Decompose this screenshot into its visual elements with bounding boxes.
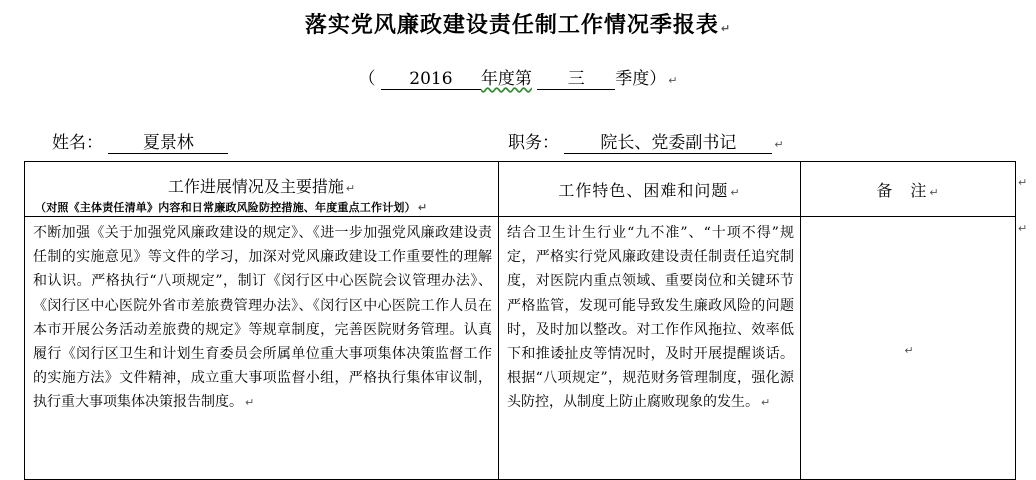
col1-header <box>25 162 498 197</box>
col2-body <box>499 217 800 416</box>
name-value: 夏景林 <box>108 128 228 154</box>
period-quarter-suffix: 季度） <box>615 69 667 89</box>
col1-subheader-text: （对照《主体责任清单》内容和日常廉政风险防控措施、年度重点工作计划） <box>35 201 416 214</box>
paragraph-mark-icon: ↵ <box>245 396 255 410</box>
paragraph-mark-icon: ↵ <box>345 182 356 195</box>
col1-header-text: 工作进展情况及主要措施 <box>167 177 344 196</box>
col2-body-cell <box>499 217 801 480</box>
period-quarter: 三 <box>537 64 615 90</box>
name-label: 姓名： <box>52 133 103 153</box>
col1-body <box>25 217 498 416</box>
paragraph-mark-icon: ↵ <box>774 138 784 151</box>
paragraph-mark-icon: ↵ <box>1018 176 1028 189</box>
paragraph-mark-icon: ↵ <box>730 185 741 199</box>
table-row <box>25 217 1016 480</box>
col1-subheader <box>25 197 498 215</box>
paragraph-mark-icon: ↵ <box>904 343 914 357</box>
paragraph-mark-icon: ↵ <box>1018 222 1028 235</box>
col3-header <box>801 162 1016 217</box>
col2-header <box>499 162 801 217</box>
table-header-row <box>25 162 1016 217</box>
paragraph-mark-icon: ↵ <box>761 396 771 410</box>
report-period <box>0 64 1036 90</box>
col2-body-text: 结合卫生计生行业“九不准”、“十项不得”规定，严格实行党风廉政建设责任制责任追究制度，对医院内重点领域、重要岗位和关键环节严格监管，发现可能导致发生廉政风险的问题时，及时加以整改。对工作作风拖拉、效率低下和推诿扯皮等情况时，及时开展提醒谈话。根据“八项规定”，规范财务管理制度，强化源头防控，从制度上防止腐败现象的发生。 <box>507 225 794 411</box>
col1-body-cell <box>25 217 499 480</box>
col3-body-cell <box>801 217 1016 480</box>
name-line <box>52 128 228 154</box>
paragraph-mark-icon: ↵ <box>720 22 732 35</box>
position-label: 职务： <box>508 133 559 153</box>
report-table <box>24 161 1016 480</box>
col1-body-text: 不断加强《关于加强党风廉政建设的规定》、《进一步加强党风廉政建设责任制的实施意见》等文件的学习，加深对党风廉政建设工作重要性的理解和认识。严格执行“八项规定”，制订《闵行区中心医院会议管理办法》、《闵行区中心医院外省市差旅费管理办法》、《闵行区中心医院工作人员在本市开展公务活动差旅费的规定》等规章制度，完善医院财务管理。认真履行《闵行区卫生和计划生育委员会所属单位重大事项集体决策监督工作的实施方法》文件精神，成立重大事项监督小组，严格执行集体审议制，执行重大事项集体决策报告制度。 <box>33 225 492 411</box>
period-year: 2016 <box>381 69 481 90</box>
col1-header-cell <box>25 162 499 217</box>
col2-header-text: 工作特色、困难和问题 <box>558 180 729 200</box>
paragraph-mark-icon: ↵ <box>929 185 940 199</box>
report-title <box>0 8 1036 39</box>
position-value: 院长、党委副书记 <box>564 128 772 154</box>
report-title-text: 落实党风廉政建设责任制工作情况季报表 <box>304 12 719 38</box>
period-open: （ <box>358 69 376 89</box>
position-line <box>508 128 784 154</box>
period-year-suffix: 年度第 <box>480 69 532 89</box>
col3-header-text: 备 注 <box>876 180 928 200</box>
paragraph-mark-icon: ↵ <box>417 201 428 214</box>
paragraph-mark-icon: ↵ <box>668 74 678 87</box>
